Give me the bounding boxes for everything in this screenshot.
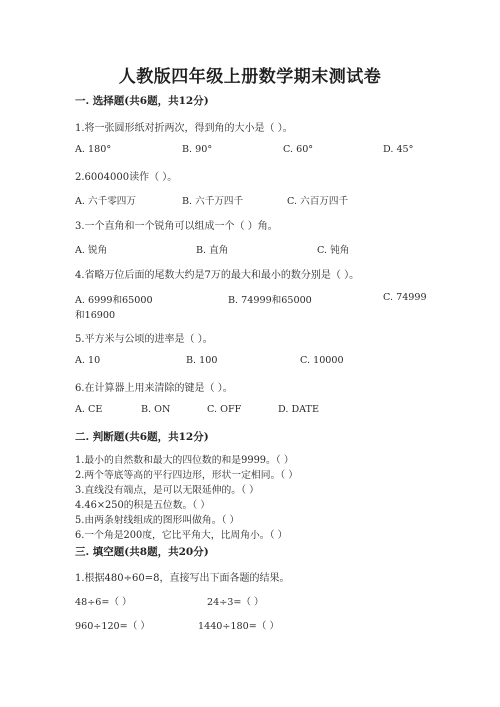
option-a: A. 6999和65000 xyxy=(75,295,153,306)
option-a: A. 180° xyxy=(75,144,112,155)
judge-item: 1.最小的自然数和最大的四位数的和是9999。（ ） xyxy=(75,455,294,466)
option-d: D. 45° xyxy=(383,144,414,155)
option-a: A. 锐角 xyxy=(75,245,108,256)
judge-item: 2.两个等底等高的平行四边形，形状一定相同。（ ） xyxy=(75,470,299,481)
option-b: B. 直角 xyxy=(196,245,229,256)
judge-item: 4.46×250的积是五位数。（ ） xyxy=(75,500,211,511)
option-b: B. ON xyxy=(141,404,171,415)
option-d: D. DATE xyxy=(278,404,319,415)
option-a: A. 10 xyxy=(75,355,101,366)
option-a: A. CE xyxy=(75,404,103,415)
option-a: A. 六千零四万 xyxy=(75,196,136,207)
judge-item: 6.一个角是200度，它比平角大，比周角小。（ ） xyxy=(75,530,288,541)
question-text: 1.根据480÷60=8，直接写出下面各题的结果。 xyxy=(75,573,290,584)
option-b: B. 100 xyxy=(186,355,218,366)
option-b: B. 74999和65000 xyxy=(228,295,312,306)
calc-item: 960÷120=（ ） xyxy=(75,621,150,632)
page-title: 人教版四年级上册数学期末测试卷 xyxy=(118,67,382,87)
judge-item: 3.直线没有端点，是可以无限延伸的。（ ） xyxy=(75,485,259,496)
section-heading-judge: 二. 判断题(共6题，共12分) xyxy=(75,431,209,443)
judge-item: 5.由两条射线组成的图形叫做角。（ ） xyxy=(75,515,240,526)
question-text: 5.平方米与公顷的进率是（ ）。 xyxy=(75,334,213,345)
calc-item: 48÷6=（ ） xyxy=(75,597,132,608)
option-c: C. 六百万四千 xyxy=(287,196,349,207)
option-c-continued: 和16900 xyxy=(75,310,116,321)
section-heading-fill: 三. 填空题(共8题，共20分) xyxy=(75,546,209,558)
option-b: B. 六千万四千 xyxy=(182,196,244,207)
option-c: C. OFF xyxy=(207,404,242,415)
question-text: 3.一个直角和一个锐角可以组成一个（ ）角。 xyxy=(75,221,278,232)
question-text: 2.6004000读作（ ）。 xyxy=(75,172,178,183)
option-c: C. 60° xyxy=(283,144,314,155)
option-c: C. 钝角 xyxy=(317,245,350,256)
option-c: C. 74999 xyxy=(383,292,427,303)
option-b: B. 90° xyxy=(182,144,213,155)
question-text: 4.省略万位后面的尾数大约是7万的最大和最小的数分别是（ ）。 xyxy=(75,270,360,281)
calc-item: 24÷3=（ ） xyxy=(207,597,264,608)
question-text: 6.在计算器上用来清除的键是（ ）。 xyxy=(75,383,233,394)
option-c: C. 10000 xyxy=(300,355,344,366)
section-heading-choice: 一. 选择题(共6题，共12分) xyxy=(75,95,209,107)
calc-item: 1440÷180=（ ） xyxy=(198,621,280,632)
question-text: 1.将一张圆形纸对折两次，得到角的大小是（ ）。 xyxy=(75,123,293,134)
